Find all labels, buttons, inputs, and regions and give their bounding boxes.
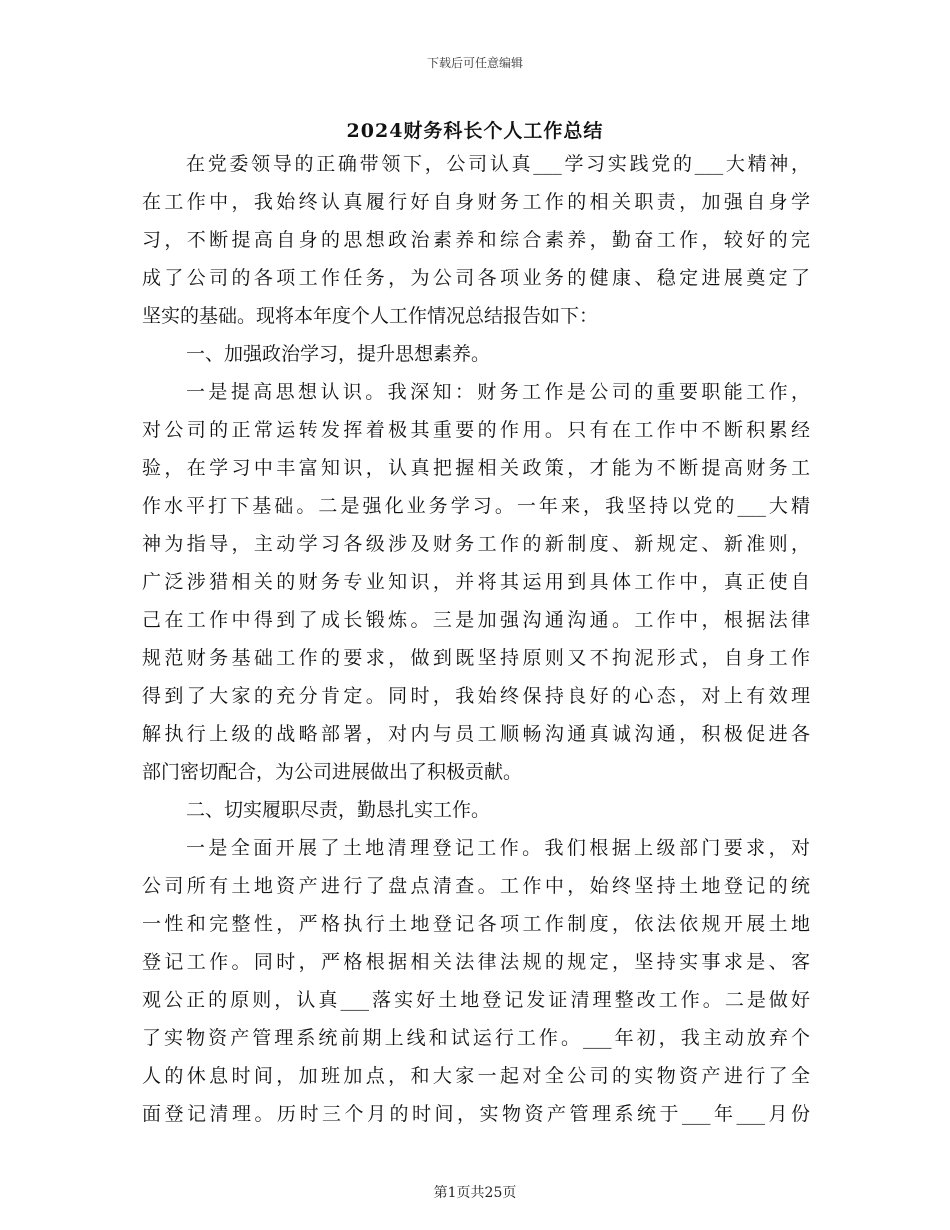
document-body	[142, 145, 810, 1133]
text-line: 习，不断提高自身的思想政治素养和综合素养，勤奋工作，较好的完	[142, 229, 810, 251]
text-line: 一是提高思想认识。我深知：财务工作是公司的重要职能工作，	[186, 381, 810, 403]
text-line: 一性和完整性，严格执行土地登记各项工作制度，依法依规开展土地	[142, 913, 810, 935]
text-line: 己在工作中得到了成长锻炼。三是加强沟通沟通。工作中，根据法律	[142, 609, 810, 631]
section-heading-1: 一、加强政治学习，提升思想素养。	[186, 343, 491, 365]
page-number: 第1页共25页	[433, 1185, 517, 1201]
text-line: 得到了大家的充分肯定。同时，我始终保持良好的心态，对上有效理	[142, 685, 810, 707]
text-line: 对公司的正常运转发挥着极其重要的作用。只有在工作中不断积累经	[142, 419, 810, 441]
text-line: 在工作中，我始终认真履行好自身财务工作的相关职责，加强自身学	[142, 191, 810, 213]
text-line: 了实物资产管理系统前期上线和试运行工作。___年初，我主动放弃个	[142, 1027, 810, 1049]
text-line: 人的休息时间，加班加点，和大家一起对全公司的实物资产进行了全	[142, 1065, 810, 1087]
document-title: 2024财务科长个人工作总结	[346, 120, 604, 142]
text-line: 作水平打下基础。二是强化业务学习。一年来，我坚持以党的___大精	[142, 495, 810, 517]
text-line: 解执行上级的战略部署，对内与员工顺畅沟通真诚沟通，积极促进各	[142, 723, 810, 745]
text-line: 一是全面开展了土地清理登记工作。我们根据上级部门要求，对	[186, 837, 810, 859]
text-line: 登记工作。同时，严格根据相关法律法规的规定，坚持实事求是、客	[142, 951, 810, 973]
text-line: 部门密切配合，为公司进展做出了积极贡献。	[142, 761, 523, 783]
text-line: 公司所有土地资产进行了盘点清查。工作中，始终坚持土地登记的统	[142, 875, 810, 897]
text-line: 面登记清理。历时三个月的时间，实物资产管理系统于___年___月份	[142, 1103, 810, 1125]
text-line: 在党委领导的正确带领下，公司认真___学习实践党的___大精神，	[186, 153, 810, 175]
text-line: 规范财务基础工作的要求，做到既坚持原则又不拘泥形式，自身工作	[142, 647, 810, 669]
text-line: 观公正的原则，认真___落实好土地登记发证清理整改工作。二是做好	[142, 989, 810, 1011]
text-line: 坚实的基础。现将本年度个人工作情况总结报告如下：	[142, 305, 599, 327]
page-header-note: 下载后可任意编辑	[426, 56, 523, 70]
text-line: 成了公司的各项工作任务，为公司各项业务的健康、稳定进展奠定了	[142, 267, 810, 289]
section-heading-2: 二、切实履职尽责，勤恳扎实工作。	[186, 799, 491, 821]
text-line: 验，在学习中丰富知识，认真把握相关政策，才能为不断提高财务工	[142, 457, 810, 479]
text-line: 神为指导，主动学习各级涉及财务工作的新制度、新规定、新准则，	[142, 533, 810, 555]
text-line: 广泛涉猎相关的财务专业知识，并将其运用到具体工作中，真正使自	[142, 571, 810, 593]
